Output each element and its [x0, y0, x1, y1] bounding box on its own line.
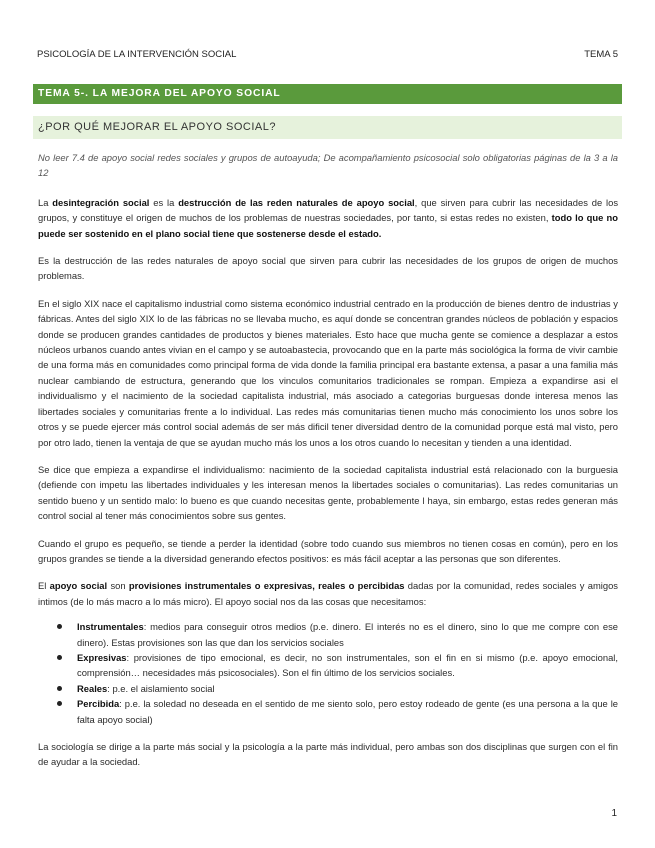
bullet-term: Expresivas: [77, 651, 127, 663]
bold-term: provisiones instrumentales o expresivas, reales o percibidas: [128, 580, 405, 592]
bullet-term: Reales: [77, 682, 108, 694]
section-title-bar: TEMA 5-. LA MEJORA DEL APOYO SOCIAL: [33, 84, 622, 104]
list-item: [38, 619, 618, 650]
document-body: [38, 150, 618, 770]
bold-term: apoyo social: [49, 580, 108, 592]
header-topic-label: TEMA 5: [584, 49, 618, 60]
paragraph-individualismo: Se dice que empieza a expandirse el individualismo: nacimiento de la sociedad capitalista industrial está relacionado con la burguesia (defiende con impetu las libertades individuales y les interesan menos la libertades sociales o comunitarias). Las redes comunitarias un sentido bueno y un sentido malo: lo bueno es que cuando necesitas gente, probablemente l haya, sin embargo, estas redes generan más control social al tener más conocimientos sobre sus gentes.: [38, 463, 618, 522]
bold-term: todo lo que no puede ser sostenido en el plano social tiene que sostenerse desde el estado.: [38, 212, 618, 239]
bold-term: desintegración social: [52, 196, 150, 208]
list-item: [38, 650, 618, 681]
paragraph-apoyo-social: [38, 578, 618, 609]
bullet-text: : p.e. el aislamiento social: [107, 682, 215, 694]
paragraph-siglo-xix: En el siglo XIX nace el capitalismo industrial como sistema económico industrial centrado en la producción de bienes dentro de industrias y fábricas. Antes del siglo XIX lo de las fábricas no se llevaba mucho, es aquí donde se concentran grandes núcleos de población y espacios donde se producen grandes cantidades de productos y bienes materiales. Esto hace que mucha gente se comience a desplazar a estos núcleos urbanos cuando antes vivian en el campo y se autoabastecia, provocando que en la parte más sociológica la forma de vivir cambie de una forma más en comunidades como principal forma de vida donde la familia principal era bastante extensa, a pasar a una familia más nuclear cambiando de estructura, generando que los vinculos comunitarios tradicionales se rompan. Empieza a expandirse asi el individualismo y el nacimiento de la sociedad capitalista industrial, más asociado a categorias burguesas donde interesa menos las libertades sociales y comunitarias frente a lo individual. Las redes más comunitarias tienen mucho más conocimiento los unos sobre los otros y se puede ejercer más control social además de ser más dificil tener diversidad dentro de la comunidad porque está mal visto, pero por otro lado, tienen la ventaja de que se ayudan mucho más los unos a los otros cuando lo necesitan y tienden a una identidad.: [38, 297, 618, 448]
paragraph-grupo: Cuando el grupo es pequeño, se tiende a perder la identidad (sobre todo cuando sus miembros no tienen cosas en común), pero en los grupos grandes se tiende a la diversidad generando efectos positivos: es más fácil aceptar a las personas que son diferentes.: [38, 537, 618, 564]
bullet-icon: [57, 701, 62, 706]
bullet-text: : p.e. la soledad no deseada en el sentido de me siento solo, pero estoy rodeado de gente (es una persona a la que le falta apoyo social): [77, 698, 618, 725]
header-course-title: PSICOLOGÍA DE LA INTERVENCIÓN SOCIAL: [37, 49, 237, 60]
bullet-icon: [57, 624, 62, 629]
page-number: 1: [611, 808, 617, 819]
paragraph-desintegracion: [38, 195, 618, 241]
text-run: dadas por la comunidad, redes sociales y amigos intimos (de lo más macro a lo más micro). El apoyo social nos da las cosas que necesitamos:: [38, 580, 618, 607]
bullet-text: : medios para conseguir otros medios (p.e. dinero. El interés no es el dinero, sino lo que me compre con ese dinero). Estas provisiones son las que dan los servicios sociales: [77, 621, 618, 648]
list-item: [38, 696, 618, 727]
reading-note: No leer 7.4 de apoyo social redes sociales y grupos de autoayuda; De acompañamiento psicosocial solo obligatorias páginas de la 3 a la 12: [38, 152, 618, 179]
bullet-text: : provisiones de tipo emocional, es decir, no son instrumentales, son el fin en si mismo (p.e. apoyo emocional, comprensión… necesidades más psicosociales). Son el fin último de los servicios sociales.: [77, 651, 618, 679]
list-item: [38, 681, 618, 696]
bold-term: destrucción de las reden naturales de apoyo social: [178, 196, 415, 208]
text-run: La: [38, 196, 53, 208]
provisions-list: [38, 619, 618, 727]
bullet-icon: [57, 686, 62, 691]
paragraph-destruccion: Es la destrucción de las redes naturales de apoyo social que sirven para cubrir las necesidades de los grupos de origen de muchos problemas.: [38, 255, 618, 282]
paragraph-sociologia: La sociología se dirige a la parte más social y la psicología a la parte más individual, pero ambas son dos disciplinas que surgen con el fin de ayudar a la sociedad.: [38, 741, 618, 768]
text-run: , que sirven para cubrir las necesidades de los grupos, y constituye el origen de muchos de los problemas de nuestras sociedades, por tanto, si estas redes no existen,: [38, 196, 619, 224]
bullet-term: Instrumentales: [77, 621, 144, 633]
text-run: El: [38, 580, 50, 592]
text-run: son: [107, 580, 129, 592]
text-run: es la: [149, 196, 179, 208]
bullet-icon: [57, 655, 62, 660]
bullet-term: Percibida: [77, 698, 120, 710]
section-subtitle-bar: ¿POR QUÉ MEJORAR EL APOYO SOCIAL?: [33, 116, 622, 139]
page-header: [37, 49, 618, 63]
